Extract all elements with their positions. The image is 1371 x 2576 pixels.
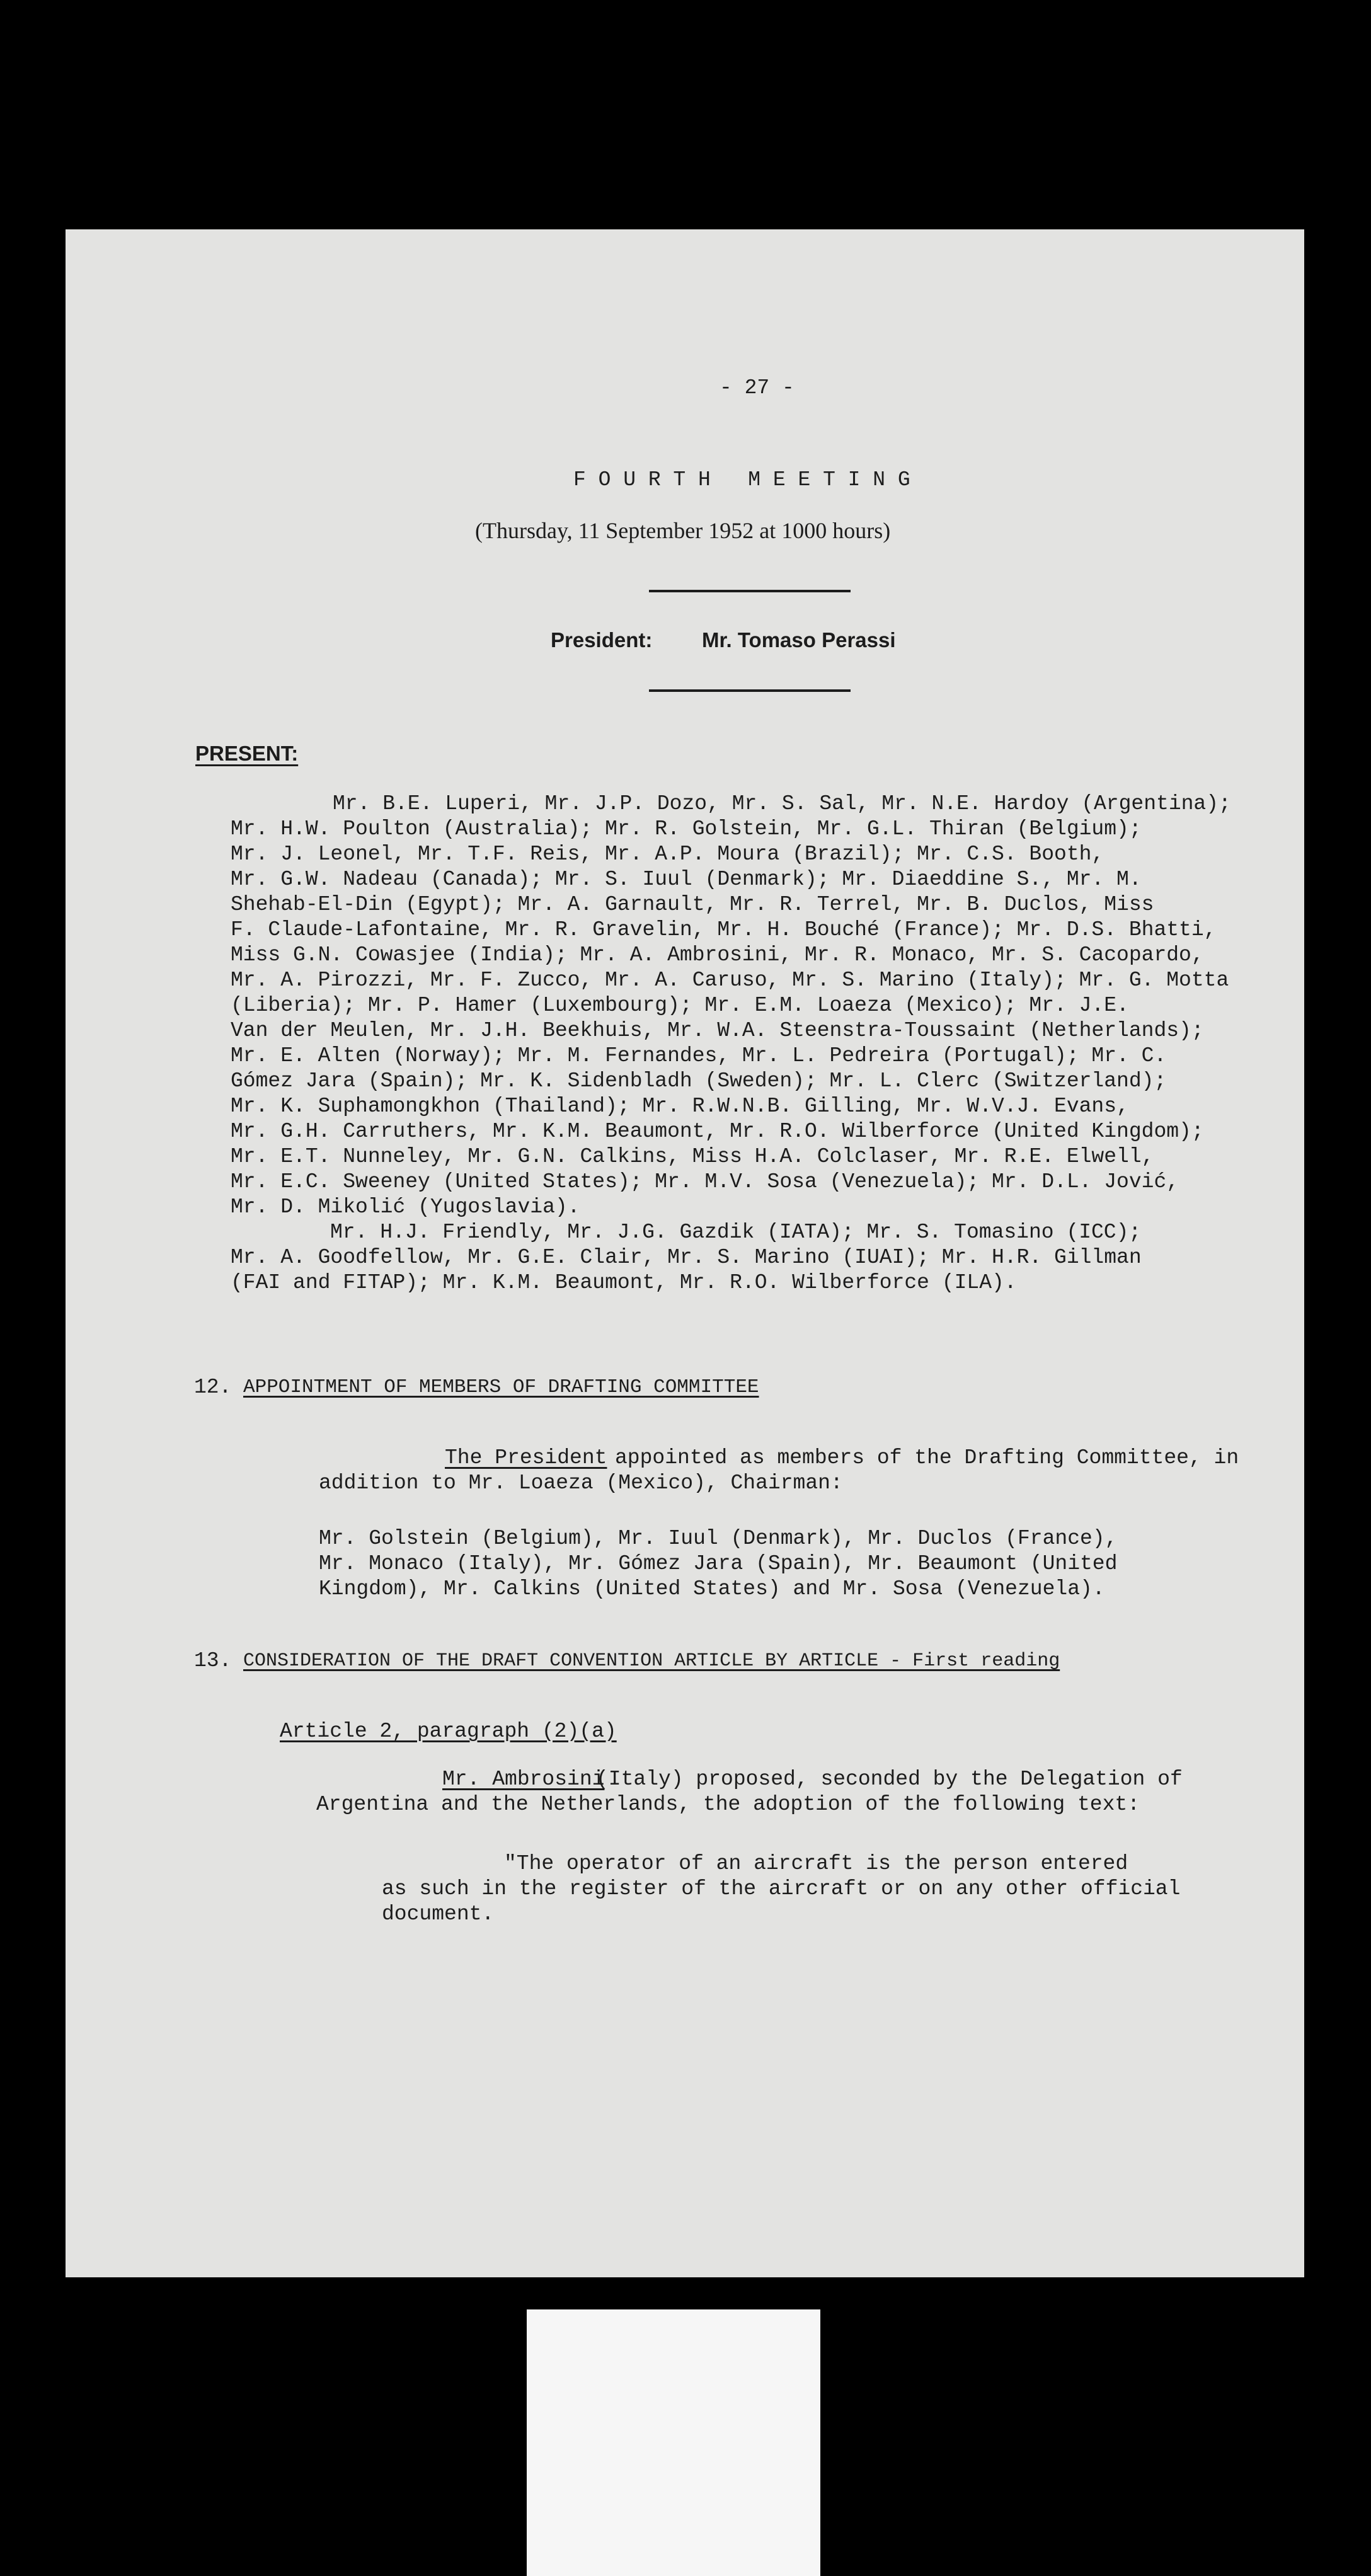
page-number: - 27 -	[720, 376, 794, 400]
attendee-line: Mr. E. Alten (Norway); Mr. M. Fernandes, Mr. L. Pedreira (Portugal); Mr. C.	[231, 1044, 1167, 1067]
item-13-text: Argentina and the Netherlands, the adoption of the following text:	[316, 1793, 1140, 1816]
attendee-line: (FAI and FITAP); Mr. K.M. Beaumont, Mr. R.O. Wilberforce (ILA).	[231, 1271, 1017, 1294]
attendee-line: Mr. J. Leonel, Mr. T.F. Reis, Mr. A.P. Moura (Brazil); Mr. C.S. Booth,	[231, 842, 1104, 866]
document-page	[66, 229, 1304, 2277]
quote-line: as such in the register of the aircraft or on any other official	[382, 1877, 1181, 1900]
item-13-number: 13.	[194, 1649, 232, 1672]
attendee-line: Van der Meulen, Mr. J.H. Beekhuis, Mr. W.A. Steenstra-Toussaint (Netherlands);	[231, 1019, 1204, 1042]
divider	[649, 590, 851, 592]
committee-member-line: Mr. Golstein (Belgium), Mr. Iuul (Denmark), Mr. Duclos (France),	[319, 1527, 1118, 1550]
meeting-date: (Thursday, 11 September 1952 at 1000 hours)	[475, 518, 891, 543]
quote-line: "The operator of an aircraft is the person entered	[504, 1852, 1128, 1875]
item-12-text: appointed as members of the Drafting Committee, in	[615, 1446, 1239, 1469]
president-label: President:	[551, 628, 653, 652]
attendee-line: Mr. E.C. Sweeney (United States); Mr. M.V. Sosa (Venezuela); Mr. D.L. Jović,	[231, 1170, 1179, 1193]
item-13-subheading: Article 2, paragraph (2)(a)	[280, 1720, 617, 1743]
attendee-line: (Liberia); Mr. P. Hamer (Luxembourg); Mr. E.M. Loaeza (Mexico); Mr. J.E.	[231, 994, 1129, 1017]
item-12-text: addition to Mr. Loaeza (Mexico), Chairman:	[319, 1471, 843, 1495]
item-12-number: 12.	[194, 1376, 232, 1399]
attendee-line: Mr. G.W. Nadeau (Canada); Mr. S. Iuul (Denmark); Mr. Diaeddine S., Mr. M.	[231, 868, 1142, 891]
attendee-line: Mr. E.T. Nunneley, Mr. G.N. Calkins, Miss H.A. Colclaser, Mr. R.E. Elwell,	[231, 1145, 1154, 1168]
committee-member-line: Mr. Monaco (Italy), Mr. Gómez Jara (Spain), Mr. Beaumont (United	[319, 1552, 1118, 1575]
attendee-line: Mr. A. Pirozzi, Mr. F. Zucco, Mr. A. Caruso, Mr. S. Marino (Italy); Mr. G. Motta	[231, 969, 1229, 992]
meeting-heading: F O U R T H M E E T I N G	[573, 468, 910, 492]
item-12-speaker: The President	[445, 1446, 607, 1469]
attendee-line: Shehab-El-Din (Egypt); Mr. A. Garnault, Mr. R. Terrel, Mr. B. Duclos, Miss	[231, 893, 1154, 916]
item-13-title: CONSIDERATION OF THE DRAFT CONVENTION ARTICLE BY ARTICLE - First reading	[243, 1650, 1060, 1672]
attendee-line: Mr. H.J. Friendly, Mr. J.G. Gazdik (IATA); Mr. S. Tomasino (ICC);	[330, 1221, 1142, 1244]
item-12-title: APPOINTMENT OF MEMBERS OF DRAFTING COMMITTEE	[243, 1376, 759, 1398]
blank-card	[527, 2309, 820, 2576]
president-name: Mr. Tomaso Perassi	[702, 628, 896, 652]
item-13-text: (Italy) proposed, seconded by the Delegation of	[596, 1768, 1183, 1791]
divider	[649, 689, 851, 692]
quote-line: document.	[382, 1902, 495, 1926]
attendee-line: Mr. D. Mikolić (Yugoslavia).	[231, 1195, 580, 1219]
attendee-line: Mr. K. Suphamongkhon (Thailand); Mr. R.W.N.B. Gilling, Mr. W.V.J. Evans,	[231, 1095, 1129, 1118]
attendee-line: Miss G.N. Cowasjee (India); Mr. A. Ambrosini, Mr. R. Monaco, Mr. S. Cacopardo,	[231, 943, 1204, 967]
present-heading: PRESENT:	[195, 742, 299, 765]
attendee-line: Mr. H.W. Poulton (Australia); Mr. R. Golstein, Mr. G.L. Thiran (Belgium);	[231, 817, 1142, 841]
item-13-speaker: Mr. Ambrosini	[442, 1768, 605, 1791]
attendee-line: Mr. G.H. Carruthers, Mr. K.M. Beaumont, Mr. R.O. Wilberforce (United Kingdom);	[231, 1120, 1204, 1143]
attendee-line: F. Claude-Lafontaine, Mr. R. Gravelin, Mr. H. Bouché (France); Mr. D.S. Bhatti,	[231, 918, 1217, 941]
attendee-line: Gómez Jara (Spain); Mr. K. Sidenbladh (Sweden); Mr. L. Clerc (Switzerland);	[231, 1069, 1167, 1093]
attendee-line: Mr. A. Goodfellow, Mr. G.E. Clair, Mr. S. Marino (IUAI); Mr. H.R. Gillman	[231, 1246, 1142, 1269]
committee-member-line: Kingdom), Mr. Calkins (United States) and Mr. Sosa (Venezuela).	[319, 1577, 1105, 1601]
attendee-line: Mr. B.E. Luperi, Mr. J.P. Dozo, Mr. S. Sal, Mr. N.E. Hardoy (Argentina);	[333, 792, 1231, 815]
